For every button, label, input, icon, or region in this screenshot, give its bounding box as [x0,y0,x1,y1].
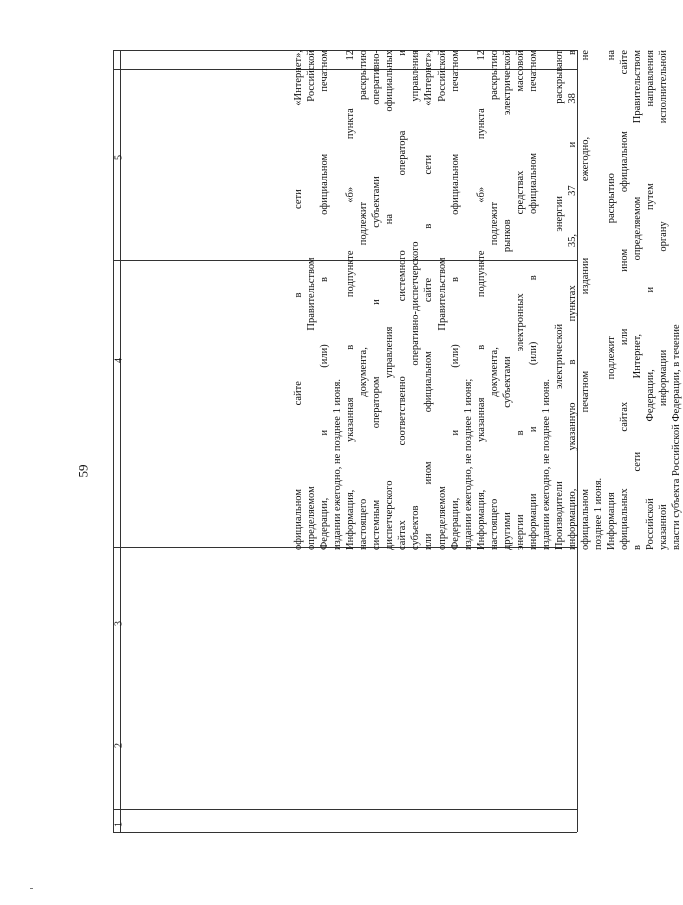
column-header-5: 5 [113,155,125,160]
text-line: Производители электрической энергии раскрывают [553,50,565,550]
text-line: или ином официальном сайте в сети «Интернет», [423,50,435,550]
text-line: власти субъекта Российской Федерации, в течение [671,324,683,550]
text-line: определяемом Правительством Российской [306,50,318,550]
text-line: информации и (или) в официальном печатном [527,50,539,550]
text-line: издании ежегодно, не позднее 1 июня. [332,378,344,550]
text-line: настоящего документа, подлежит раскрытию [488,50,500,550]
page-number: 59 [75,464,91,478]
text-line: Информация, указанная в подпункте «б» пункта 12 [345,50,357,550]
text-line: Федерации, и (или) в официальном печатном [449,50,461,550]
text-line: субъектов оперативно-диспетчерского управления [410,50,422,550]
text-line: официальных сайтах или ином официальном сайте [619,50,631,550]
text-line: официальном сайте в сети «Интернет», [293,50,304,550]
text-line: Информация подлежит раскрытию на [606,50,618,550]
text-line: официальном печатном издании ежегодно, не [580,50,592,550]
text-line: другими субъектами рынков электрической [501,50,513,550]
text-line: диспетчерского управления на официальных [384,50,396,550]
text-line: Российской Федерации, и путем направления [645,50,657,550]
text-line: энергии в электронных средствах массовой [514,50,526,550]
column-header-3: 3 [113,621,125,626]
column-rule-4-5 [113,809,577,810]
text-line: издании ежегодно, не позднее 1 июня. [540,378,552,550]
text-line: сайтах соответственно системного оператора и [397,50,409,550]
text-line: информацию, указанную в пунктах 35, 37 и 38 в [566,50,578,550]
scan-mark [30,888,33,889]
column-header-4: 4 [113,358,125,363]
column-header-1: 1 [113,822,125,827]
text-line: системным оператором и субъектами оперативно- [371,50,383,550]
text-line: указанной информации органу исполнительной [658,50,670,550]
table-border-left [113,832,577,833]
text-line: в сети Интернет, определяемом Правительством [632,50,644,550]
text-line: позднее 1 июня. [593,477,605,550]
text-line: определяемом Правительством Российской [436,50,448,550]
text-line: издании ежегодно, не позднее 1 июня; [462,378,474,550]
column-4-text [292,50,683,550]
text-line: Федерации, и (или) в официальном печатном [319,50,331,550]
column-header-2: 2 [113,743,125,748]
text-line: настоящего документа, подлежит раскрытию [358,50,370,550]
text-line: Информация, указанная в подпункте «б» пункта 12 [475,50,487,550]
